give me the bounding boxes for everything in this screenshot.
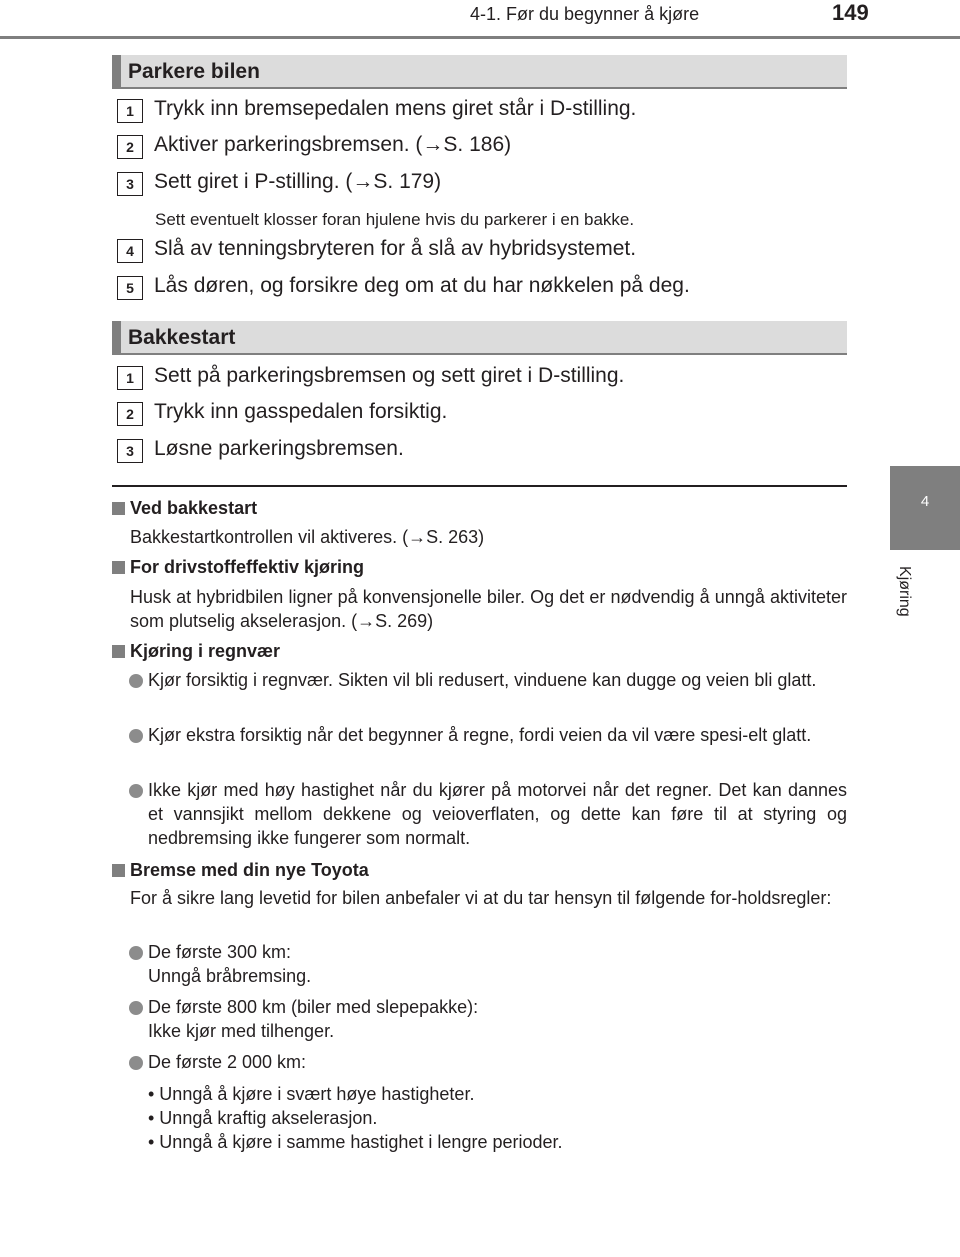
- note-text: Bakkestartkontrollen vil aktiveres. (→S. 263): [130, 527, 485, 547]
- bullet-text: [148, 995, 847, 1043]
- step-number: 4: [117, 239, 143, 263]
- section-title: Bakkestart: [128, 326, 236, 349]
- round-bullet-icon: [129, 1001, 143, 1015]
- bullet-text: Kjør ekstra forsiktig når det begynner å regne, fordi veien da vil være spesi-elt glatt.: [148, 725, 812, 745]
- step-number: 5: [117, 276, 143, 300]
- bullet-text: [148, 940, 847, 988]
- sub-list-item: • Unngå å kjøre i samme hastighet i lengre perioder.: [148, 1132, 563, 1152]
- note-heading: Kjøring i regnvær: [130, 641, 281, 661]
- round-bullet-icon: [129, 1056, 143, 1070]
- round-bullet-icon: [129, 674, 143, 688]
- step-number: 3: [117, 172, 143, 196]
- bullet-text: Ikke kjør med høy hastighet når du kjører på motorvei når det regner. Det kan dannes et vannsjikt mellom dekkene og veioverflaten, og dette kan føre til at styring og nedbremsing ikke fungerer som normalt.: [148, 780, 847, 848]
- step-text: Aktiver parkeringsbremsen. (→S. 186): [154, 133, 512, 156]
- note-heading: Ved bakkestart: [130, 498, 258, 518]
- step-text: Slå av tenningsbryteren for å slå av hybridsystemet.: [154, 237, 637, 260]
- note-heading: For drivstoffeffektiv kjøring: [130, 557, 365, 577]
- section-title: Parkere bilen: [128, 60, 260, 83]
- note-text: Husk at hybridbilen ligner på konvensjonelle biler. Og det er nødvendig å unngå aktiviteter som plutselig akselerasjon. (→S. 269): [130, 587, 847, 631]
- step-text: Sett på parkeringsbremsen og sett giret i D-stilling.: [154, 364, 625, 387]
- square-bullet-icon: [112, 561, 125, 574]
- square-bullet-icon: [112, 645, 125, 658]
- step-number: 2: [117, 135, 143, 159]
- divider-rule: [112, 485, 847, 487]
- round-bullet-icon: [129, 729, 143, 743]
- note-text: For å sikre lang levetid for bilen anbefaler vi at du tar hensyn til følgende for-holdsregler:: [130, 888, 832, 908]
- step-number: 1: [117, 99, 143, 123]
- chapter-label: Kjøring: [896, 566, 913, 617]
- step-number: 3: [117, 439, 143, 463]
- square-bullet-icon: [112, 864, 125, 877]
- round-bullet-icon: [129, 946, 143, 960]
- note-heading: Bremse med din nye Toyota: [130, 860, 369, 880]
- section-heading-parkere: [112, 55, 847, 89]
- step-text: Trykk inn bremsepedalen mens giret står i D-stilling.: [154, 97, 637, 120]
- step-number: 1: [117, 366, 143, 390]
- section-heading-bakkestart: [112, 321, 847, 355]
- step-text: Sett giret i P-stilling. (→S. 179): [154, 170, 442, 193]
- bullet-line: De første 300 km:: [148, 942, 292, 962]
- square-bullet-icon: [112, 502, 125, 515]
- step-text: Trykk inn gasspedalen forsiktig.: [154, 400, 448, 423]
- bullet-text: [148, 1050, 847, 1074]
- step-text: Løsne parkeringsbremsen.: [154, 437, 404, 460]
- bullet-line: Unngå bråbremsing.: [148, 966, 312, 986]
- bullet-line: De første 800 km (biler med slepepakke):: [148, 997, 479, 1017]
- sub-list: [148, 1082, 847, 1154]
- header-section-title: 4-1. Før du begynner å kjøre: [470, 4, 700, 24]
- step-note: Sett eventuelt klosser foran hjulene hvis du parkerer i en bakke.: [155, 210, 635, 229]
- round-bullet-icon: [129, 784, 143, 798]
- step-text: Lås døren, og forsikre deg om at du har nøkkelen på deg.: [154, 274, 690, 297]
- bullet-text: Kjør forsiktig i regnvær. Sikten vil bli redusert, vinduene kan dugge og veien bli glatt.: [148, 670, 817, 690]
- header-rule: [0, 36, 960, 39]
- step-number: 2: [117, 402, 143, 426]
- sub-list-item: • Unngå kraftig akselerasjon.: [148, 1108, 378, 1128]
- sub-list-item: • Unngå å kjøre i svært høye hastigheter.: [148, 1084, 475, 1104]
- bullet-line: De første 2 000 km:: [148, 1052, 307, 1072]
- chapter-tab: 4: [890, 466, 960, 550]
- page-number: 149: [832, 0, 869, 25]
- bullet-line: Ikke kjør med tilhenger.: [148, 1021, 335, 1041]
